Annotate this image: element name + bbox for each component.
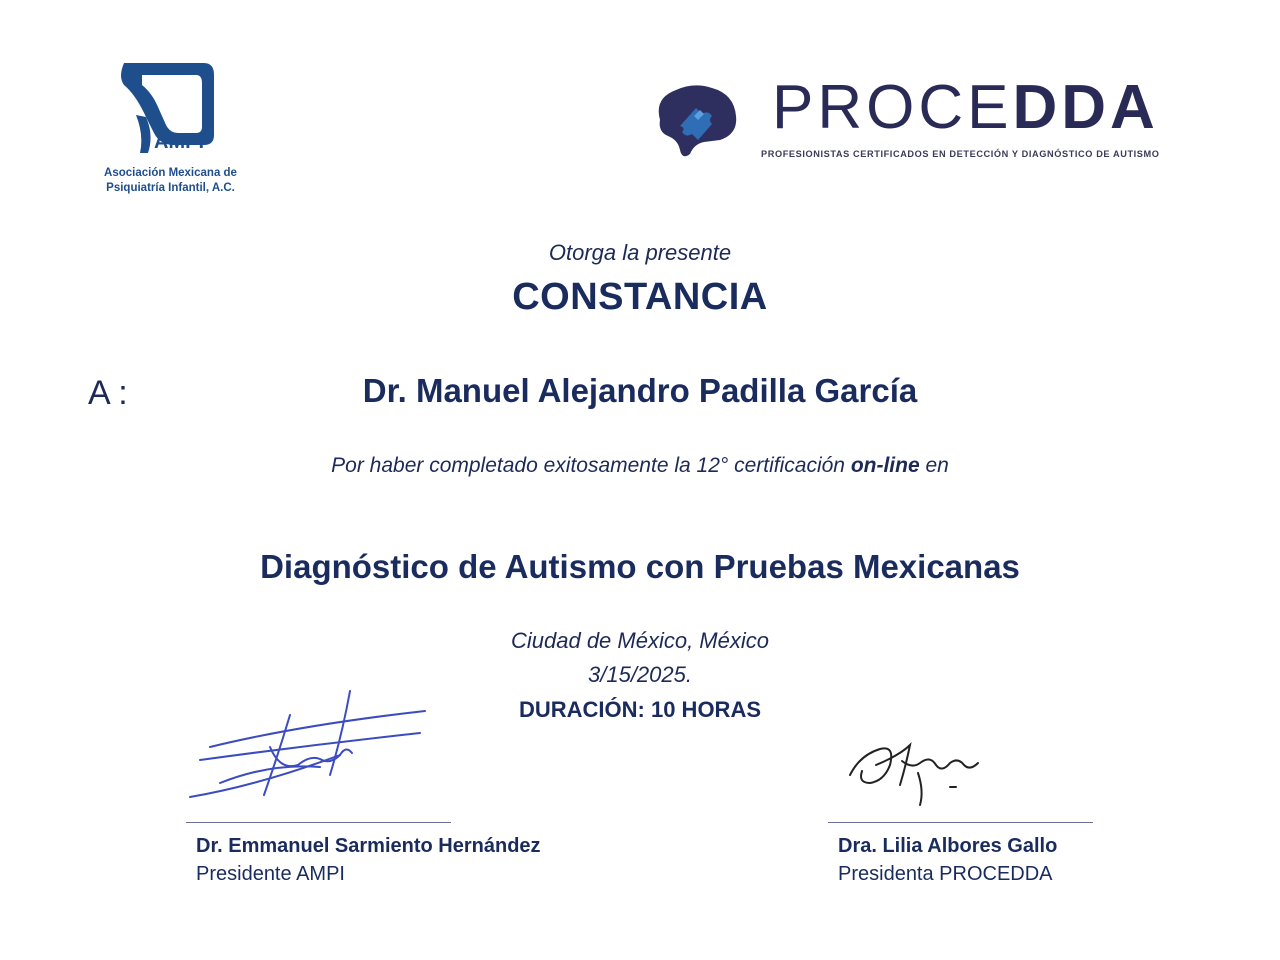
procedda-word-bold: DDA [1012,73,1159,142]
intro-text: Otorga la presente [548,240,732,265]
duration-text: DURACIÓN: 10 HORAS [518,697,762,722]
certificate-title: CONSTANCIA [512,276,768,318]
procedda-tagline: PROFESIONISTAS CERTIFICADOS EN DETECCIÓN Y DIAGNÓSTICO DE AUTISMO [761,149,1160,159]
signature-line-2 [828,822,1093,823]
recipient-label: A : [88,374,128,412]
signer-2-name: Dra. Lilia Albores Gallo [838,835,1058,857]
signer-block-1 [196,832,541,888]
recipient-name: Dr. Manuel Alejandro Padilla García [362,372,918,409]
signer-1-name: Dr. Emmanuel Sarmiento Hernández [196,835,541,857]
brain-puzzle-icon [650,80,742,160]
course-name: Diagnóstico de Autismo con Pruebas Mexicanas [260,548,1020,585]
procedda-wordmark [772,72,1159,144]
signature-line-1 [186,822,451,823]
ampi-name-line-2: Psiquiatría Infantil, A.C. [106,182,235,194]
place-text: Ciudad de México, México [510,628,769,653]
signer-1-role: Presidente AMPI [196,863,345,885]
ampi-name-line-1: Asociación Mexicana de [104,167,237,179]
reason-bold: on-line [850,454,920,477]
reason-text [0,454,1280,478]
date-text: 3/15/2025. [588,662,692,687]
signature-1-image [180,685,440,805]
signature-2-image [840,725,990,815]
signer-2-role: Presidenta PROCEDDA [838,863,1053,885]
reason-before: Por haber completado exitosamente la 12° certificación [331,454,851,477]
ampi-organization-name [88,166,253,196]
reason-after: en [919,454,949,477]
ampi-mark-text: AMPI [154,131,204,153]
procedda-word-regular: PROCE [772,73,1013,142]
signer-block-2 [838,832,1057,888]
